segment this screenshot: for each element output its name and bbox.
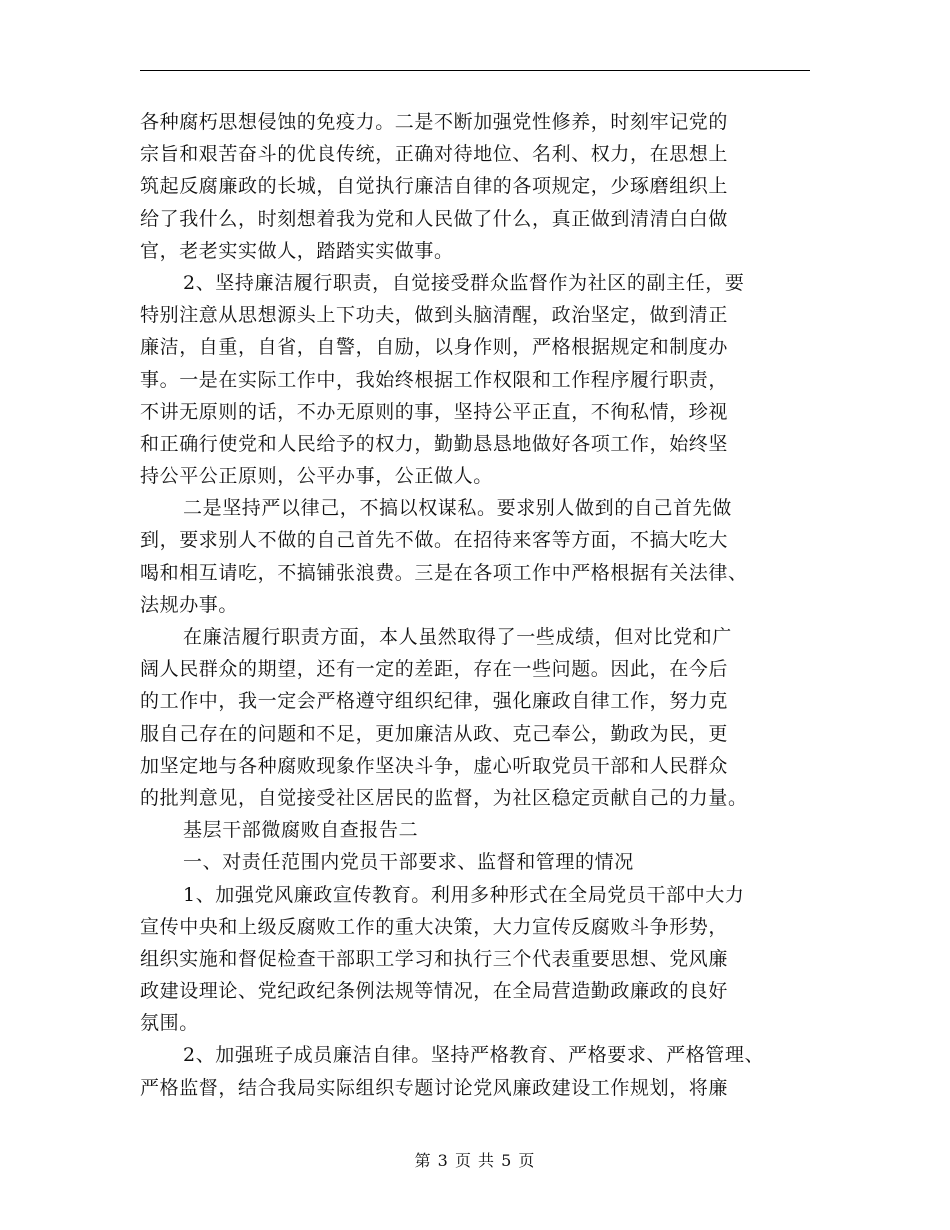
text-line: 官，老老实实做人，踏踏实实做事。 xyxy=(140,239,454,262)
body-text xyxy=(140,106,820,1104)
text-line: 法规办事。 xyxy=(140,593,239,616)
text-line: 服自己存在的问题和不足，更加廉洁从政、克己奉公，勤政为民，更 xyxy=(140,722,729,745)
page-footer: 第 3 页 共 5 页 xyxy=(414,1151,536,1170)
header-rule xyxy=(140,70,810,71)
section-title: 基层干部微腐败自查报告二 xyxy=(183,819,419,842)
text-line: 喝和相互请吃，不搞铺张浪费。三是在各项工作中严格根据有关法律、 xyxy=(140,561,748,584)
text-line: 1、加强党风廉政宣传教育。利用多种形式在全局党员干部中大力 xyxy=(183,883,745,906)
text-line: 二是坚持严以律己，不搞以权谋私。要求别人做到的自己首先做 xyxy=(183,497,732,520)
text-line: 在廉洁履行职责方面，本人虽然取得了一些成绩，但对比党和广 xyxy=(183,626,732,648)
text-line: 事。一是在实际工作中，我始终根据工作权限和工作程序履行职责， xyxy=(140,368,729,391)
text-line: 不讲无原则的话，不办无原则的事，坚持公平正直，不徇私情，珍视 xyxy=(140,400,729,423)
text-line: 阔人民群众的期望，还有一定的差距，存在一些问题。因此，在今后 xyxy=(140,658,729,681)
text-line: 筑起反腐廉政的长城，自觉执行廉洁自律的各项规定，少琢磨组织上 xyxy=(140,175,729,198)
text-line: 廉洁，自重，自省，自警，自励，以身作则，严格根据规定和制度办 xyxy=(140,336,729,359)
text-line: 严格监督，结合我局实际组织专题讨论党风廉政建设工作规划，将廉 xyxy=(140,1076,729,1099)
text-line: 政建设理论、党纪政纪条例法规等情况，在全局营造勤政廉政的良好 xyxy=(140,980,729,1003)
text-line: 各种腐朽思想侵蚀的免疫力。二是不断加强党性修养，时刻牢记党的 xyxy=(140,111,729,133)
text-line: 加坚定地与各种腐败现象作坚决斗争，虚心听取党员干部和人民群众 xyxy=(140,754,729,777)
text-line: 和正确行使党和人民给予的权力，勤勤恳恳地做好各项工作，始终坚 xyxy=(140,432,729,455)
text-line: 宗旨和艰苦奋斗的优良传统，正确对待地位、名利、权力，在思想上 xyxy=(140,143,729,166)
text-line: 氛围。 xyxy=(140,1012,199,1035)
text-line: 到，要求别人不做的自己首先不做。在招待来客等方面，不搞大吃大 xyxy=(140,529,729,552)
text-line: 组织实施和督促检查干部职工学习和执行三个代表重要思想、党风廉 xyxy=(140,947,729,970)
text-line: 宣传中央和上级反腐败工作的重大决策，大力宣传反腐败斗争形势， xyxy=(140,915,729,938)
text-line: 的工作中，我一定会严格遵守组织纪律，强化廉政自律工作，努力克 xyxy=(140,690,729,713)
text-line: 给了我什么，时刻想着我为党和人民做了什么，真正做到清清白白做 xyxy=(140,207,729,230)
text-line: 的批判意见，自觉接受社区居民的监督，为社区稳定贡献自己的力量。 xyxy=(140,786,748,809)
text-line: 2、加强班子成员廉洁自律。坚持严格教育、严格要求、严格管理、 xyxy=(183,1044,765,1067)
text-line: 特别注意从思想源头上下功夫，做到头脑清醒，政治坚定，做到清正 xyxy=(140,304,729,327)
section-heading: 一、对责任范围内党员干部要求、监督和管理的情况 xyxy=(183,851,634,874)
text-line: 2、坚持廉洁履行职责，自觉接受群众监督作为社区的副主任，要 xyxy=(183,271,745,294)
text-line: 持公平公正原则，公平办事，公正做人。 xyxy=(140,465,493,488)
